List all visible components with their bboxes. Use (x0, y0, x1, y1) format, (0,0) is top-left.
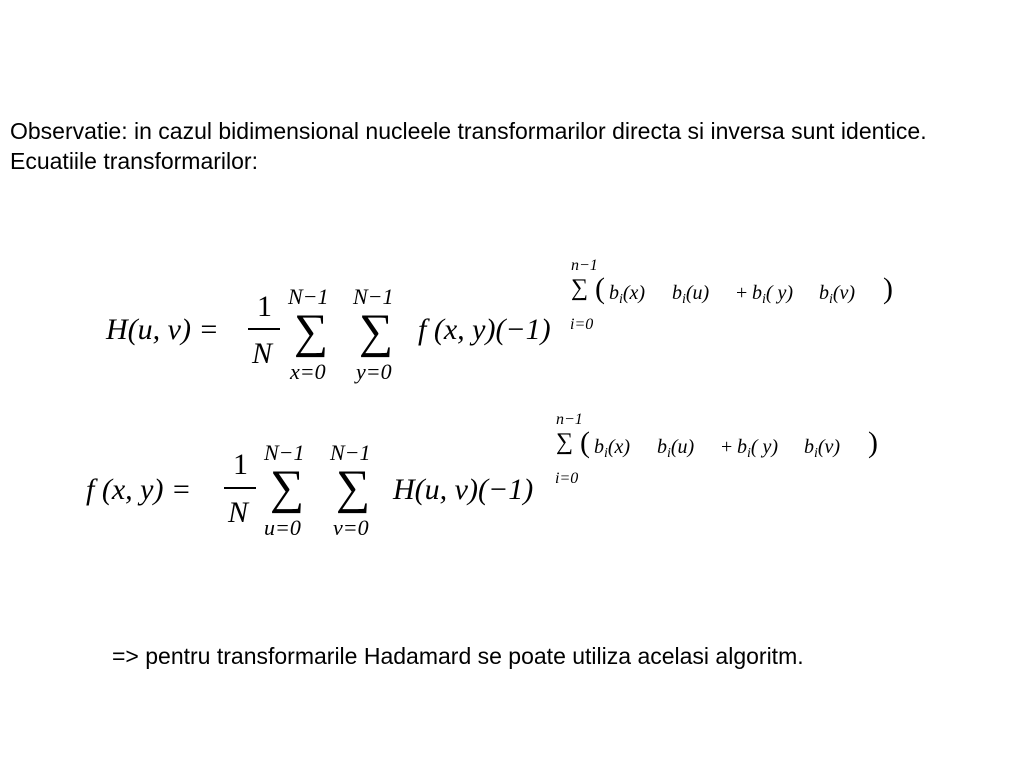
formula-forward-sum2-sigma: ∑ (359, 305, 394, 358)
formula-forward-exp-plus: + (736, 282, 748, 304)
formula-inverse-exp-plus: + (721, 436, 733, 458)
formula-inverse-exp-term4-arg: (v) (817, 436, 841, 458)
formula-forward-exp-term1-b: b (609, 282, 619, 304)
formula-inverse-exp-term3 (737, 435, 778, 466)
formula-inverse-exp-lower: i=0 (555, 470, 579, 487)
formula-inverse-exp-term4-b: b (804, 436, 814, 458)
formula-inverse-exp-close-paren: ) (868, 426, 878, 459)
formula-inverse-sum1-sigma: ∑ (270, 461, 305, 514)
formula-inverse-exp-upper: n−1 (556, 411, 583, 428)
formula-inverse-lhs: f (x, y) = (86, 473, 192, 506)
formula-forward-sum1-lower: x=0 (290, 359, 326, 384)
formula-inverse-exp-term2 (657, 435, 694, 466)
formula-forward-exp-sigma: ∑ (571, 275, 589, 301)
formula-forward-sum1-upper: N−1 (288, 284, 329, 309)
formula-forward-exp-term1-sub: i (619, 292, 623, 307)
formula-inverse-sum2-sigma: ∑ (336, 461, 371, 514)
formula-inverse-exp-term4 (804, 435, 840, 466)
formula-inverse-exp-term1 (594, 435, 630, 466)
formula-forward-exp-term2-b: b (672, 282, 682, 304)
formula-inverse-exp-term4-sub: i (814, 446, 818, 461)
formula-inverse-exp-term2-arg: (u) (670, 436, 695, 458)
formula-forward-exp-upper: n−1 (571, 257, 598, 274)
formula-forward-exp-open-paren: ( (595, 272, 605, 305)
formula-inverse-exp-term3-b: b (737, 436, 747, 458)
formula-forward-exp-term4-sub: i (829, 292, 833, 307)
formula-inverse-exp-term1-sub: i (604, 446, 608, 461)
formula-inverse-exp-sigma: ∑ (556, 429, 574, 455)
formula-inverse-exp-term3-arg: ( y) (750, 436, 779, 458)
formula-inverse-exp-open-paren: ( (580, 426, 590, 459)
formula-inverse-exp-term3-sub: i (747, 446, 751, 461)
observation-text: Observatie: in cazul bidimensional nucleele transformarilor directa si inversa sunt identice. Ecuatiile transformarilor: (10, 118, 927, 174)
formula-forward-exp-term1-arg: (x) (622, 282, 646, 304)
formula-inverse-sum2-upper: N−1 (330, 440, 371, 465)
formula-forward-frac-numerator: 1 (257, 290, 272, 323)
formula-inverse-body: H(u, v)(−1) (393, 473, 534, 506)
conclusion-text: => pentru transformarile Hadamard se poate utiliza acelasi algoritm. (112, 643, 804, 669)
formula-forward-exp-term2-sub: i (682, 292, 686, 307)
formula-inverse-exp-term2-sub: i (667, 446, 671, 461)
formula-forward-sum2-lower: y=0 (356, 359, 392, 384)
formula-forward-sum2-upper: N−1 (353, 284, 394, 309)
formula-forward-exp-term3-b: b (752, 282, 762, 304)
formula-forward-sum1-sigma: ∑ (294, 305, 329, 358)
formula-forward-body: f (x, y)(−1) (418, 313, 551, 346)
formula-forward-exp-close-paren: ) (883, 272, 893, 305)
formula-forward-exp-term3-arg: ( y) (765, 282, 794, 304)
formula-inverse-sum1-lower: u=0 (264, 515, 301, 540)
formula-forward-frac-denominator: N (252, 337, 273, 370)
formula-forward-lhs: H(u, v) = (106, 313, 219, 346)
formula-forward-exp-term4-arg: (v) (832, 282, 856, 304)
formula-forward-exp-term2-arg: (u) (685, 282, 710, 304)
formula-inverse-sum2-lower: v=0 (333, 515, 369, 540)
formula-forward-exp-term4-b: b (819, 282, 829, 304)
formula-inverse-frac-denominator: N (228, 496, 249, 529)
formula-inverse-exp-term1-arg: (x) (607, 436, 631, 458)
formula-inverse-frac-numerator: 1 (233, 448, 248, 481)
formula-inverse-exp-term2-b: b (657, 436, 667, 458)
formula-inverse-frac-bar (224, 487, 256, 489)
formula-inverse-sum1-upper: N−1 (264, 440, 305, 465)
formula-forward-exp-lower: i=0 (570, 316, 594, 333)
formula-forward-exp-term3-sub: i (762, 292, 766, 307)
formula-inverse-exp-term1-b: b (594, 436, 604, 458)
